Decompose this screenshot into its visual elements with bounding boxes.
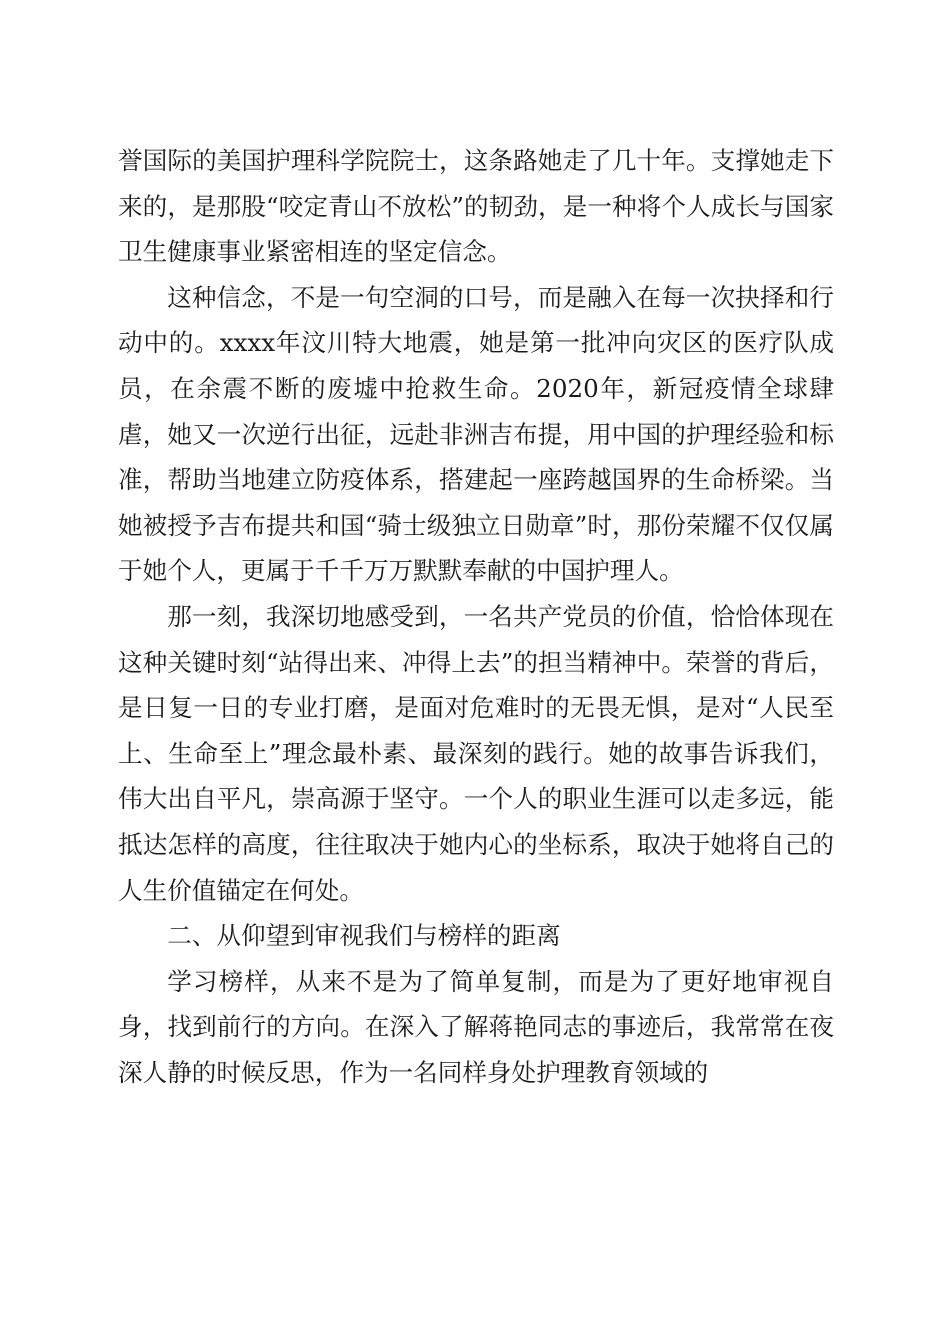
paragraph-belief: 这种信念，不是一句空洞的口号，而是融入在每一次抉择和行动中的。xxxx年汶川特大地震，她是第一批冲向灾区的医疗队成员，在余震不断的废墟中抢救生命。2020年，新冠疫情全球肆虐，她又一次逆行出征，远赴非洲吉布提，用中国的护理经验和标准，帮助当地建立防疫体系，搭建起一座跨越国界的生命桥梁。当她被授予吉布提共和国“骑士级独立日勋章”时，那份荣耀不仅仅属于她个人，更属于千千万万默默奉献的中国护理人。 (118, 282, 834, 586)
section-heading: 二、从仰望到审视我们与榜样的距离 (167, 921, 561, 951)
paragraph-party-member-value: 那一刻，我深切地感受到，一名共产党员的价值，恰恰体现在这种关键时刻“站得出来、冲得上去”的担当精神中。荣誉的背后，是日复一日的专业打磨，是面对危难时的无畏无惧，是对“人民至上、生命至上”理念最朴素、最深刻的践行。她的故事告诉我们，伟大出自平凡，崇高源于坚守。一个人的职业生涯可以走多远，能抵达怎样的高度，往往取决于她内心的坐标系，取决于她将自己的人生价值锚定在何处。 (118, 601, 834, 905)
paragraph-continuation: 誉国际的美国护理科学院院士，这条路她走了几十年。支撑她走下来的，是那股“咬定青山不放松”的韧劲，是一种将个人成长与国家卫生健康事业紧密相连的坚定信念。 (118, 146, 834, 267)
paragraph-learning-role-model: 学习榜样，从来不是为了简单复制，而是为了更好地审视自身，找到前行的方向。在深入了解蒋艳同志的事迹后，我常常在夜深人静的时候反思，作为一名同样身处护理教育领域的 (118, 966, 834, 1087)
document-body (118, 138, 834, 1095)
